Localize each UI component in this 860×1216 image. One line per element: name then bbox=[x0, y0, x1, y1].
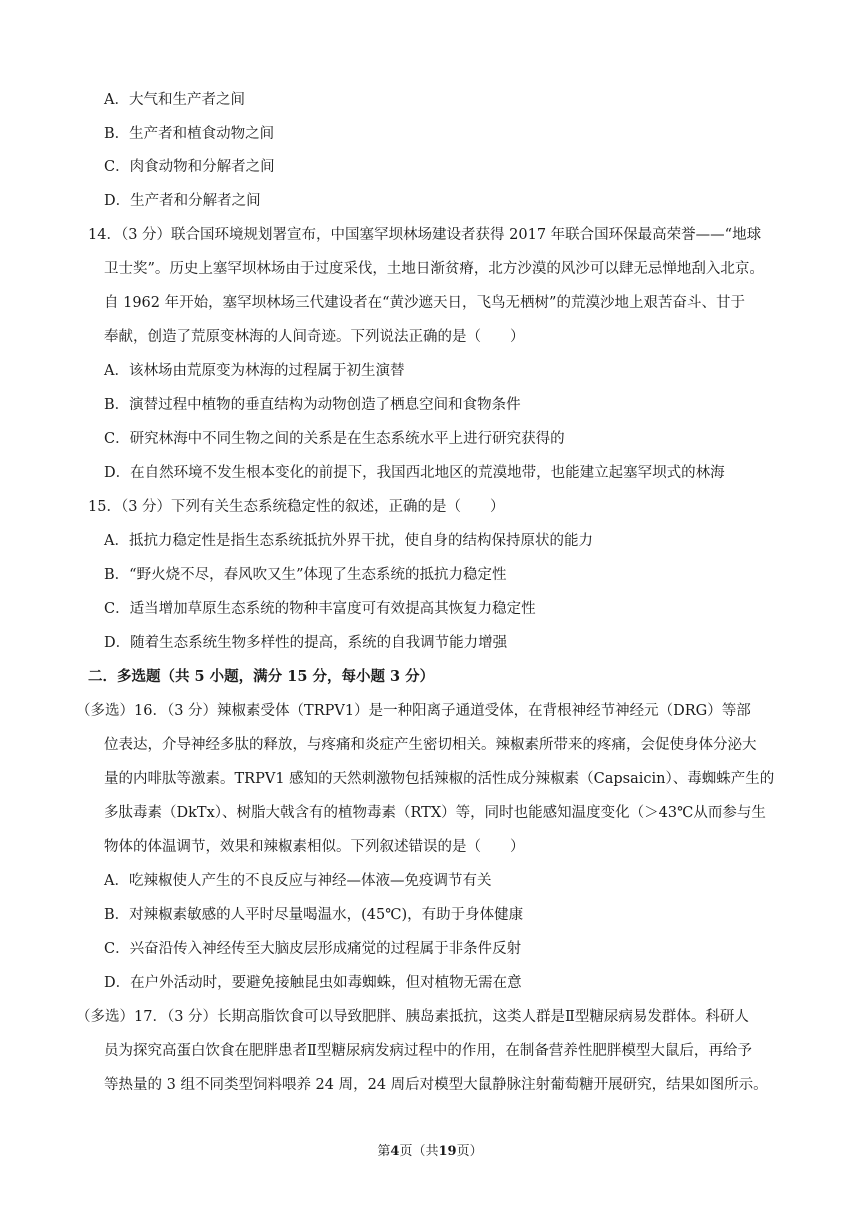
q16-stem-line-3: 量的内啡肽等激素。TRPV1 感知的天然刺激物包括辣椒的活性成分辣椒素（Capsaicin）、毒蜘蛛产生的 bbox=[104, 771, 775, 787]
page-footer bbox=[0, 1140, 860, 1159]
q17-stem-line-1: （多选）17．（3 分）长期高脂饮食可以导致肥胖、胰岛素抵抗，这类人群是Ⅱ型糖尿病易发群体。科研人 bbox=[76, 1009, 749, 1025]
footer-prefix: 第 bbox=[377, 1144, 391, 1159]
q14-stem-line-4: 奉献，创造了荒原变林海的人间奇迹。下列说法正确的是（ ） bbox=[104, 329, 525, 345]
q13-option-a: A．大气和生产者之间 bbox=[104, 92, 245, 108]
q16-stem-line-4: 多肽毒素（DkTx）、树脂大戟含有的植物毒素（RTX）等，同时也能感知温度变化（＞43℃从而参与生 bbox=[104, 805, 766, 821]
footer-page-number: 4 bbox=[390, 1144, 400, 1159]
q16-option-a: A．吃辣椒使人产生的不良反应与神经—体液—免疫调节有关 bbox=[104, 873, 492, 889]
q16-stem-line-2: 位表达，介导神经多肽的释放，与疼痛和炎症产生密切相关。辣椒素所带来的疼痛，会促使身体分泌大 bbox=[104, 737, 757, 753]
q15-option-b: B．“野火烧不尽，春风吹又生”体现了生态系统的抵抗力稳定性 bbox=[104, 567, 507, 583]
q14-stem-line-3: 自 1962 年开始，塞罕坝林场三代建设者在“黄沙遮天日，飞鸟无栖树”的荒漠沙地上艰苦奋斗、甘于 bbox=[104, 295, 745, 311]
footer-middle: 页（共 bbox=[399, 1144, 439, 1159]
q15-option-a: A．抵抗力稳定性是指生态系统抵抗外界干扰，使自身的结构保持原状的能力 bbox=[104, 533, 593, 549]
q14-option-b: B．演替过程中植物的垂直结构为动物创造了栖息空间和食物条件 bbox=[104, 397, 521, 413]
q14-option-a: A．该林场由荒原变为林海的过程属于初生演替 bbox=[104, 363, 405, 379]
q15-option-d: D．随着生态系统生物多样性的提高，系统的自我调节能力增强 bbox=[104, 635, 508, 651]
q16-option-d: D．在户外活动时，要避免接触昆虫如毒蜘蛛，但对植物无需在意 bbox=[104, 975, 522, 991]
q16-option-b: B．对辣椒素敏感的人平时尽量喝温水，(45℃)，有助于身体健康 bbox=[104, 907, 524, 923]
q17-stem-line-2: 员为探究高蛋白饮食在肥胖患者Ⅱ型糖尿病发病过程中的作用，在制备营养性肥胖模型大鼠后，再给予 bbox=[104, 1043, 752, 1059]
q16-option-c: C．兴奋沿传入神经传至大脑皮层形成痛觉的过程属于非条件反射 bbox=[104, 941, 522, 957]
footer-total-pages: 19 bbox=[438, 1144, 457, 1159]
q16-stem-line-5: 物体的体温调节，效果和辣椒素相似。下列叙述错误的是（ ） bbox=[104, 839, 525, 855]
q13-option-c: C．肉食动物和分解者之间 bbox=[104, 159, 275, 175]
q14-option-d: D．在自然环境不发生根本变化的前提下，我国西北地区的荒漠地带，也能建立起塞罕坝式的林海 bbox=[104, 465, 725, 481]
q13-option-b: B．生产者和植食动物之间 bbox=[104, 126, 275, 142]
footer-suffix: 页） bbox=[456, 1144, 483, 1159]
q15-stem: 15．（3 分）下列有关生态系统稳定性的叙述，正确的是（ ） bbox=[88, 499, 505, 515]
q14-stem-line-2: 卫士奖”。历史上塞罕坝林场由于过度采伐，土地日渐贫瘠，北方沙漠的风沙可以肆无忌惮地刮入北京。 bbox=[104, 261, 764, 277]
q14-stem-line-1: 14．（3 分）联合国环境规划署宣布，中国塞罕坝林场建设者获得 2017 年联合国环保最高荣誉——“地球 bbox=[88, 227, 762, 243]
q16-stem-line-1: （多选）16．（3 分）辣椒素受体（TRPV1）是一种阳离子通道受体，在背根神经节神经元（DRG）等部 bbox=[76, 703, 751, 719]
q14-option-c: C．研究林海中不同生物之间的关系是在生态系统水平上进行研究获得的 bbox=[104, 431, 565, 447]
section-heading: 二．多选题（共 5 小题，满分 15 分，每小题 3 分） bbox=[88, 668, 435, 685]
q13-option-d: D．生产者和分解者之间 bbox=[104, 193, 261, 209]
q17-stem-line-3: 等热量的 3 组不同类型饲料喂养 24 周，24 周后对模型大鼠静脉注射葡萄糖开展研究，结果如图所示。 bbox=[104, 1077, 768, 1093]
q15-option-c: C．适当增加草原生态系统的物种丰富度可有效提高其恢复力稳定性 bbox=[104, 601, 536, 617]
